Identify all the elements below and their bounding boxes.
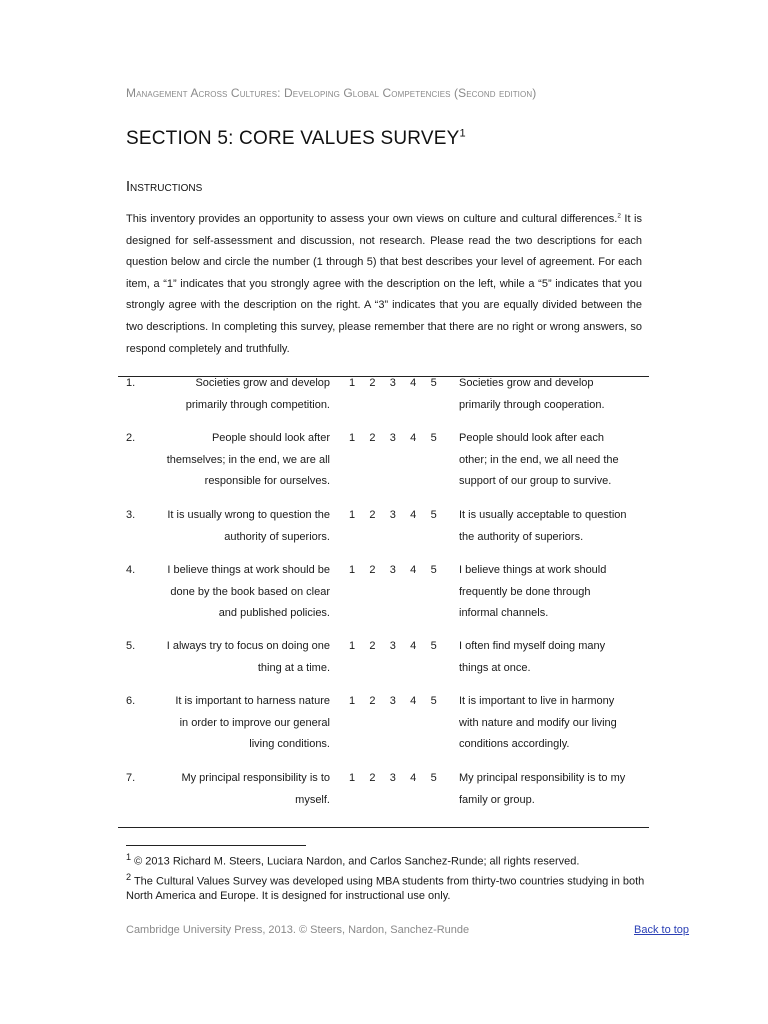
rating-option-2[interactable]: 2 xyxy=(369,509,376,521)
footnote-divider xyxy=(126,845,306,846)
statement-line: People should look after each xyxy=(459,432,604,444)
footnote-ref-1[interactable]: 1 xyxy=(459,127,466,140)
statement-line: authority of superiors. xyxy=(224,530,330,543)
rating-option-3[interactable]: 3 xyxy=(389,640,396,652)
statement-line: done by the book based on clear xyxy=(170,585,330,598)
left-statement xyxy=(148,691,330,756)
item-number: 2. xyxy=(126,432,136,444)
rating-option-2[interactable]: 2 xyxy=(369,695,376,707)
statement-line: and published policies. xyxy=(218,607,330,620)
item-number: 7. xyxy=(126,772,136,784)
rating-option-4[interactable]: 4 xyxy=(410,695,417,707)
item-number: 3. xyxy=(126,509,136,521)
instructions-paragraph xyxy=(126,209,642,360)
footnote-text: © 2013 Richard M. Steers, Luciara Nardon, and Carlos Sanchez-Runde; all rights reserved. xyxy=(131,855,580,868)
rating-option-1[interactable]: 1 xyxy=(349,640,356,652)
rating-option-1[interactable]: 1 xyxy=(349,377,356,389)
statement-line: Societies grow and develop xyxy=(459,377,594,389)
rating-scale xyxy=(349,428,451,450)
rating-scale xyxy=(349,636,451,658)
footnote-ref-2[interactable]: 2 xyxy=(617,212,621,220)
rating-scale xyxy=(349,768,451,790)
statement-line: It is usually wrong to question the xyxy=(167,509,330,521)
rating-option-5[interactable]: 5 xyxy=(430,772,437,784)
rating-option-5[interactable]: 5 xyxy=(430,509,437,521)
rating-option-2[interactable]: 2 xyxy=(369,432,376,444)
statement-line: I believe things at work should xyxy=(459,564,607,576)
rating-option-2[interactable]: 2 xyxy=(369,564,376,576)
statement-line: other; in the end, we all need the xyxy=(459,453,619,466)
rating-option-5[interactable]: 5 xyxy=(430,695,437,707)
statement-line: things at once. xyxy=(459,661,531,674)
rating-option-4[interactable]: 4 xyxy=(410,564,417,576)
statement-line: People should look after xyxy=(211,432,330,444)
statement-line: informal channels. xyxy=(459,607,549,620)
right-statement xyxy=(459,636,645,679)
intro-text-1: This inventory provides an opportunity to assess your own views on culture and cultural differences. xyxy=(126,213,618,225)
statement-line: It is important to live in harmony xyxy=(459,695,615,707)
rating-option-2[interactable]: 2 xyxy=(369,377,376,389)
rating-option-3[interactable]: 3 xyxy=(389,432,396,444)
rating-scale xyxy=(349,691,451,713)
item-number: 6. xyxy=(126,695,136,707)
statement-line: frequently be done through xyxy=(459,585,591,598)
rating-option-3[interactable]: 3 xyxy=(389,564,396,576)
statement-line: responsible for ourselves. xyxy=(204,475,330,488)
page-title-text: SECTION 5: CORE VALUES SURVEY xyxy=(126,128,460,149)
rating-option-5[interactable]: 5 xyxy=(430,377,437,389)
statement-line: in order to improve our general xyxy=(179,716,330,729)
right-statement xyxy=(459,560,645,625)
statement-line: My principal responsibility is to xyxy=(181,772,330,784)
left-statement xyxy=(148,505,330,548)
rating-option-3[interactable]: 3 xyxy=(389,772,396,784)
intro-text-2: It is designed for self-assessment and discussion, not research. Please read the two descriptions for each question below and circle the number (1 through 5) that best describes your level of agreement. For each item, a “1” indicates that you strongly agree with the description on the left, while a “5” indicates that you strongly agree with the description on the right. A “3” indicates that you are equally divided between the two descriptions. In completing this survey, please remember that there are no right or wrong answers, so respond completely and truthfully. xyxy=(126,213,642,355)
running-head: Management Across Cultures: Developing Global Competencies (Second edition) xyxy=(126,86,537,100)
statement-line: I often find myself doing many xyxy=(459,640,606,652)
statement-line: conditions accordingly. xyxy=(459,738,570,751)
rating-scale xyxy=(349,505,451,527)
statement-line: My principal responsibility is to my xyxy=(459,772,626,784)
rating-option-1[interactable]: 1 xyxy=(349,695,356,707)
rating-option-4[interactable]: 4 xyxy=(410,377,417,389)
statement-line: It is important to harness nature xyxy=(175,695,330,707)
left-statement xyxy=(148,636,330,679)
statement-line: support of our group to survive. xyxy=(459,475,612,488)
rating-option-1[interactable]: 1 xyxy=(349,432,356,444)
left-statement xyxy=(148,560,330,625)
item-number: 5. xyxy=(126,640,136,652)
rating-option-1[interactable]: 1 xyxy=(349,509,356,521)
rating-option-4[interactable]: 4 xyxy=(410,509,417,521)
rating-option-1[interactable]: 1 xyxy=(349,564,356,576)
rating-option-3[interactable]: 3 xyxy=(389,695,396,707)
statement-line: It is usually acceptable to question xyxy=(459,509,627,521)
right-statement xyxy=(459,768,645,811)
statement-line: living conditions. xyxy=(249,738,330,751)
rating-option-4[interactable]: 4 xyxy=(410,772,417,784)
right-statement xyxy=(459,505,645,548)
left-statement xyxy=(148,428,330,493)
rating-option-1[interactable]: 1 xyxy=(349,772,356,784)
statement-line: themselves; in the end, we are all xyxy=(166,453,330,466)
rating-option-5[interactable]: 5 xyxy=(430,564,437,576)
right-statement xyxy=(459,691,645,756)
statement-line: myself. xyxy=(295,793,330,806)
footnotes xyxy=(126,850,646,904)
back-to-top-link[interactable]: Back to top xyxy=(634,924,690,936)
statement-line: thing at a time. xyxy=(257,661,330,674)
statement-line: family or group. xyxy=(459,793,535,806)
right-statement xyxy=(459,373,645,416)
table-bottom-rule xyxy=(118,827,649,828)
rating-option-2[interactable]: 2 xyxy=(369,772,376,784)
right-statement xyxy=(459,428,645,493)
rating-option-4[interactable]: 4 xyxy=(410,640,417,652)
statement-line: primarily through competition. xyxy=(185,398,330,411)
rating-option-3[interactable]: 3 xyxy=(389,509,396,521)
footer-credit: Cambridge University Press, 2013. © Steers, Nardon, Sanchez-Runde xyxy=(126,924,470,936)
rating-option-3[interactable]: 3 xyxy=(389,377,396,389)
item-number: 1. xyxy=(126,377,136,389)
page-title xyxy=(126,128,466,150)
rating-scale xyxy=(349,560,451,582)
footnote-mark: 1 xyxy=(126,852,132,862)
left-statement xyxy=(148,768,330,811)
item-number: 4. xyxy=(126,564,136,576)
statement-line: Societies grow and develop xyxy=(195,377,330,389)
rating-scale xyxy=(349,373,451,395)
rating-option-5[interactable]: 5 xyxy=(430,432,437,444)
rating-option-2[interactable]: 2 xyxy=(369,640,376,652)
rating-option-4[interactable]: 4 xyxy=(410,432,417,444)
statement-line: the authority of superiors. xyxy=(459,530,584,543)
statement-line: I always try to focus on doing one xyxy=(166,640,330,652)
instructions-heading: Instructions xyxy=(126,179,203,195)
footnote-1 xyxy=(126,850,646,870)
footnote-text: The Cultural Values Survey was developed using MBA students from thirty-two countries studying in both North America and Europe. It is designed for instructional use only. xyxy=(126,875,645,903)
statement-line: primarily through cooperation. xyxy=(459,398,605,411)
statement-line: I believe things at work should be xyxy=(167,564,330,576)
footnote-2 xyxy=(126,870,646,905)
footnote-mark: 2 xyxy=(126,871,132,882)
rating-option-5[interactable]: 5 xyxy=(430,640,437,652)
left-statement xyxy=(148,373,330,416)
statement-line: with nature and modify our living xyxy=(459,716,617,729)
